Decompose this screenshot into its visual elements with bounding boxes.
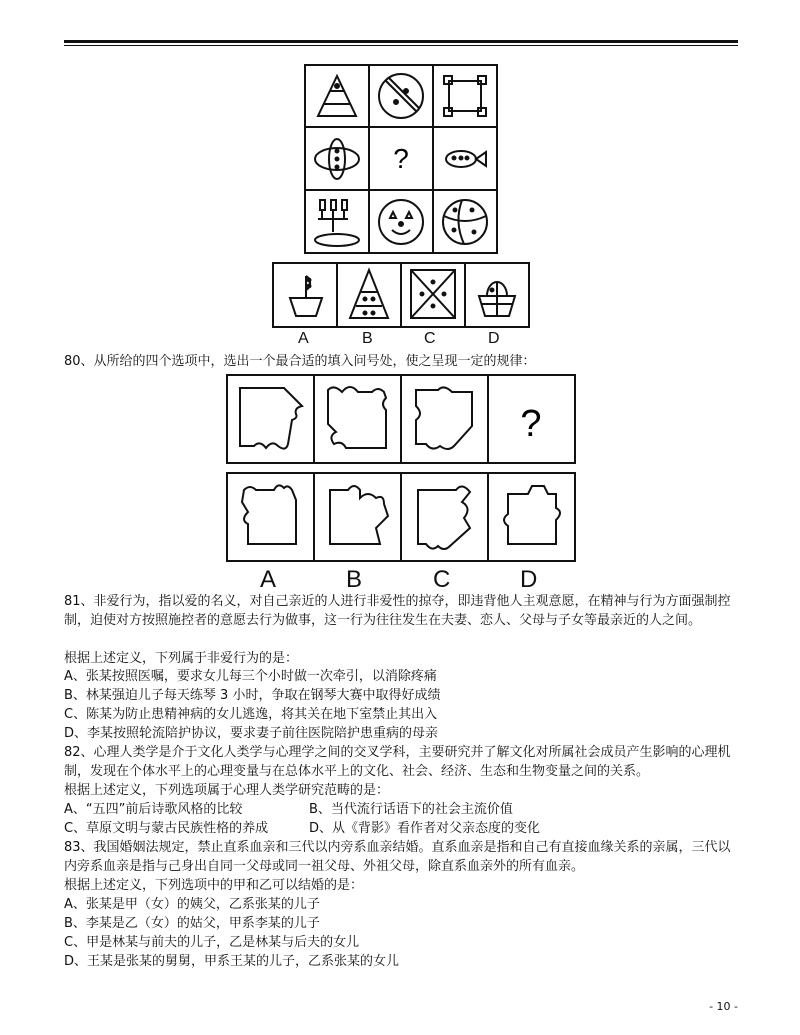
puzzle1-question-mark: ? xyxy=(393,143,409,174)
q81-option-c: C、陈某为防止患精神病的女儿逃逸，将其关在地下室禁止其出入 xyxy=(64,707,438,722)
q83-option-c: C、甲是林某与前夫的儿子，乙是林某与后夫的女儿 xyxy=(64,935,360,950)
puzzle1-options xyxy=(272,262,530,328)
q81-option-b: B、林某强迫儿子每天练琴 3 小时，争取在钢琴大赛中取得好成绩 xyxy=(64,688,441,703)
option-d-shape xyxy=(504,486,560,544)
puzzle2-question-row xyxy=(226,374,576,464)
puzzle2-option-b-label: B xyxy=(346,566,363,593)
puzzle1-option-c-label: C xyxy=(424,330,436,347)
square-corners-figure xyxy=(444,76,486,116)
q80-stem: 80、从所给的四个选项中，选出一个最合适的填入问号处，使之呈现一定的规律： xyxy=(64,354,536,369)
puzzle2-question-mark: ? xyxy=(520,403,542,445)
puzzle2-option-c-label: C xyxy=(433,566,451,593)
q82-option-c: C、草原文明与蒙古民族性格的养成 xyxy=(64,821,269,836)
option-b-shape xyxy=(330,486,388,544)
ellipse-figure xyxy=(315,139,359,179)
q81-option-a: A、张某按照医嘱，要求女儿每三个小时做一次牵引，以消除疼痛 xyxy=(64,669,437,684)
q83-option-d: D、王某是张某的舅舅，甲系王某的儿子，乙系张某的女儿 xyxy=(64,954,400,969)
header-rule-thick xyxy=(64,40,738,43)
option-c-figure xyxy=(411,270,455,318)
header-rule-thin xyxy=(64,45,738,46)
puzzle1-grid xyxy=(304,64,498,254)
candelabra-figure xyxy=(315,200,359,246)
option-a-figure xyxy=(290,276,322,316)
puzzle2-option-d-label: D xyxy=(520,566,538,593)
q83-option-b: B、李某是乙（女）的姑父，甲系李某的儿子 xyxy=(64,916,320,931)
q82-option-b: B、当代流行话语下的社会主流价值 xyxy=(309,802,513,817)
option-d-figure xyxy=(479,282,515,316)
shape-1 xyxy=(240,388,302,449)
ball-figure xyxy=(443,200,487,244)
q81-stem: 81、非爱行为，指以爱的名义，对自己亲近的人进行非爱性的掠夺，即违背他人主观意愿，在精神与行为方面强制控制，迫使对方按照施控者的意愿去行为做事，这一行为往往发生在夫妻、恋人、父母与子女等最亲近的人之间。 xyxy=(64,594,731,628)
puzzle2-option-a-label: A xyxy=(260,566,277,593)
q81-option-d: D、李某按照轮流陪护协议，要求妻子前往医院陪护患重病的母亲 xyxy=(64,726,439,741)
face-figure xyxy=(379,200,423,244)
q82-stem: 82、心理人类学是介于文化人类学与心理学之间的交叉学科，主要研究并了解文化对所属社会成员产生影响的心理机制，发现在个体水平上的心理变量与在总体水平上的文化、社会、经济、生态和生物变量之间的关系。 xyxy=(64,745,731,779)
triangle-figure xyxy=(318,76,356,116)
circle-slash-figure xyxy=(379,74,423,118)
q83-option-a: A、张某是甲（女）的姨父，乙系张某的儿子 xyxy=(64,897,320,912)
puzzle1-option-d-label: D xyxy=(488,330,500,347)
q82-option-d: D、从《背影》看作者对父亲态度的变化 xyxy=(309,821,541,836)
shape-2 xyxy=(328,387,386,448)
q83-stem: 83、我国婚姻法规定，禁止直系血亲和三代以内旁系血亲结婚。直系血亲是指和自己有直接血缘关系的亲属，三代以内旁系血亲是指与己身出自同一父母或同一祖父母、外祖父母，除直系血亲外的所有血亲。 xyxy=(64,840,731,874)
puzzle1-option-b-label: B xyxy=(362,330,373,347)
q81-prompt: 根据上述定义，下列属于非爱行为的是： xyxy=(64,651,299,666)
puzzle2-options xyxy=(226,472,576,562)
q82-prompt: 根据上述定义，下列选项属于心理人类学研究范畴的是： xyxy=(64,783,390,798)
q82-option-a: A、“五四”前后诗歌风格的比较 xyxy=(64,802,243,817)
option-c-shape xyxy=(418,486,470,549)
q83-prompt: 根据上述定义，下列选项中的甲和乙可以结婚的是： xyxy=(64,878,364,893)
option-a-shape xyxy=(242,485,296,544)
shape-3 xyxy=(416,387,472,449)
fish-figure xyxy=(446,151,486,167)
option-b-figure xyxy=(350,270,388,318)
puzzle1-option-a-label: A xyxy=(298,330,309,347)
page-number: - 10 - xyxy=(709,1000,738,1013)
